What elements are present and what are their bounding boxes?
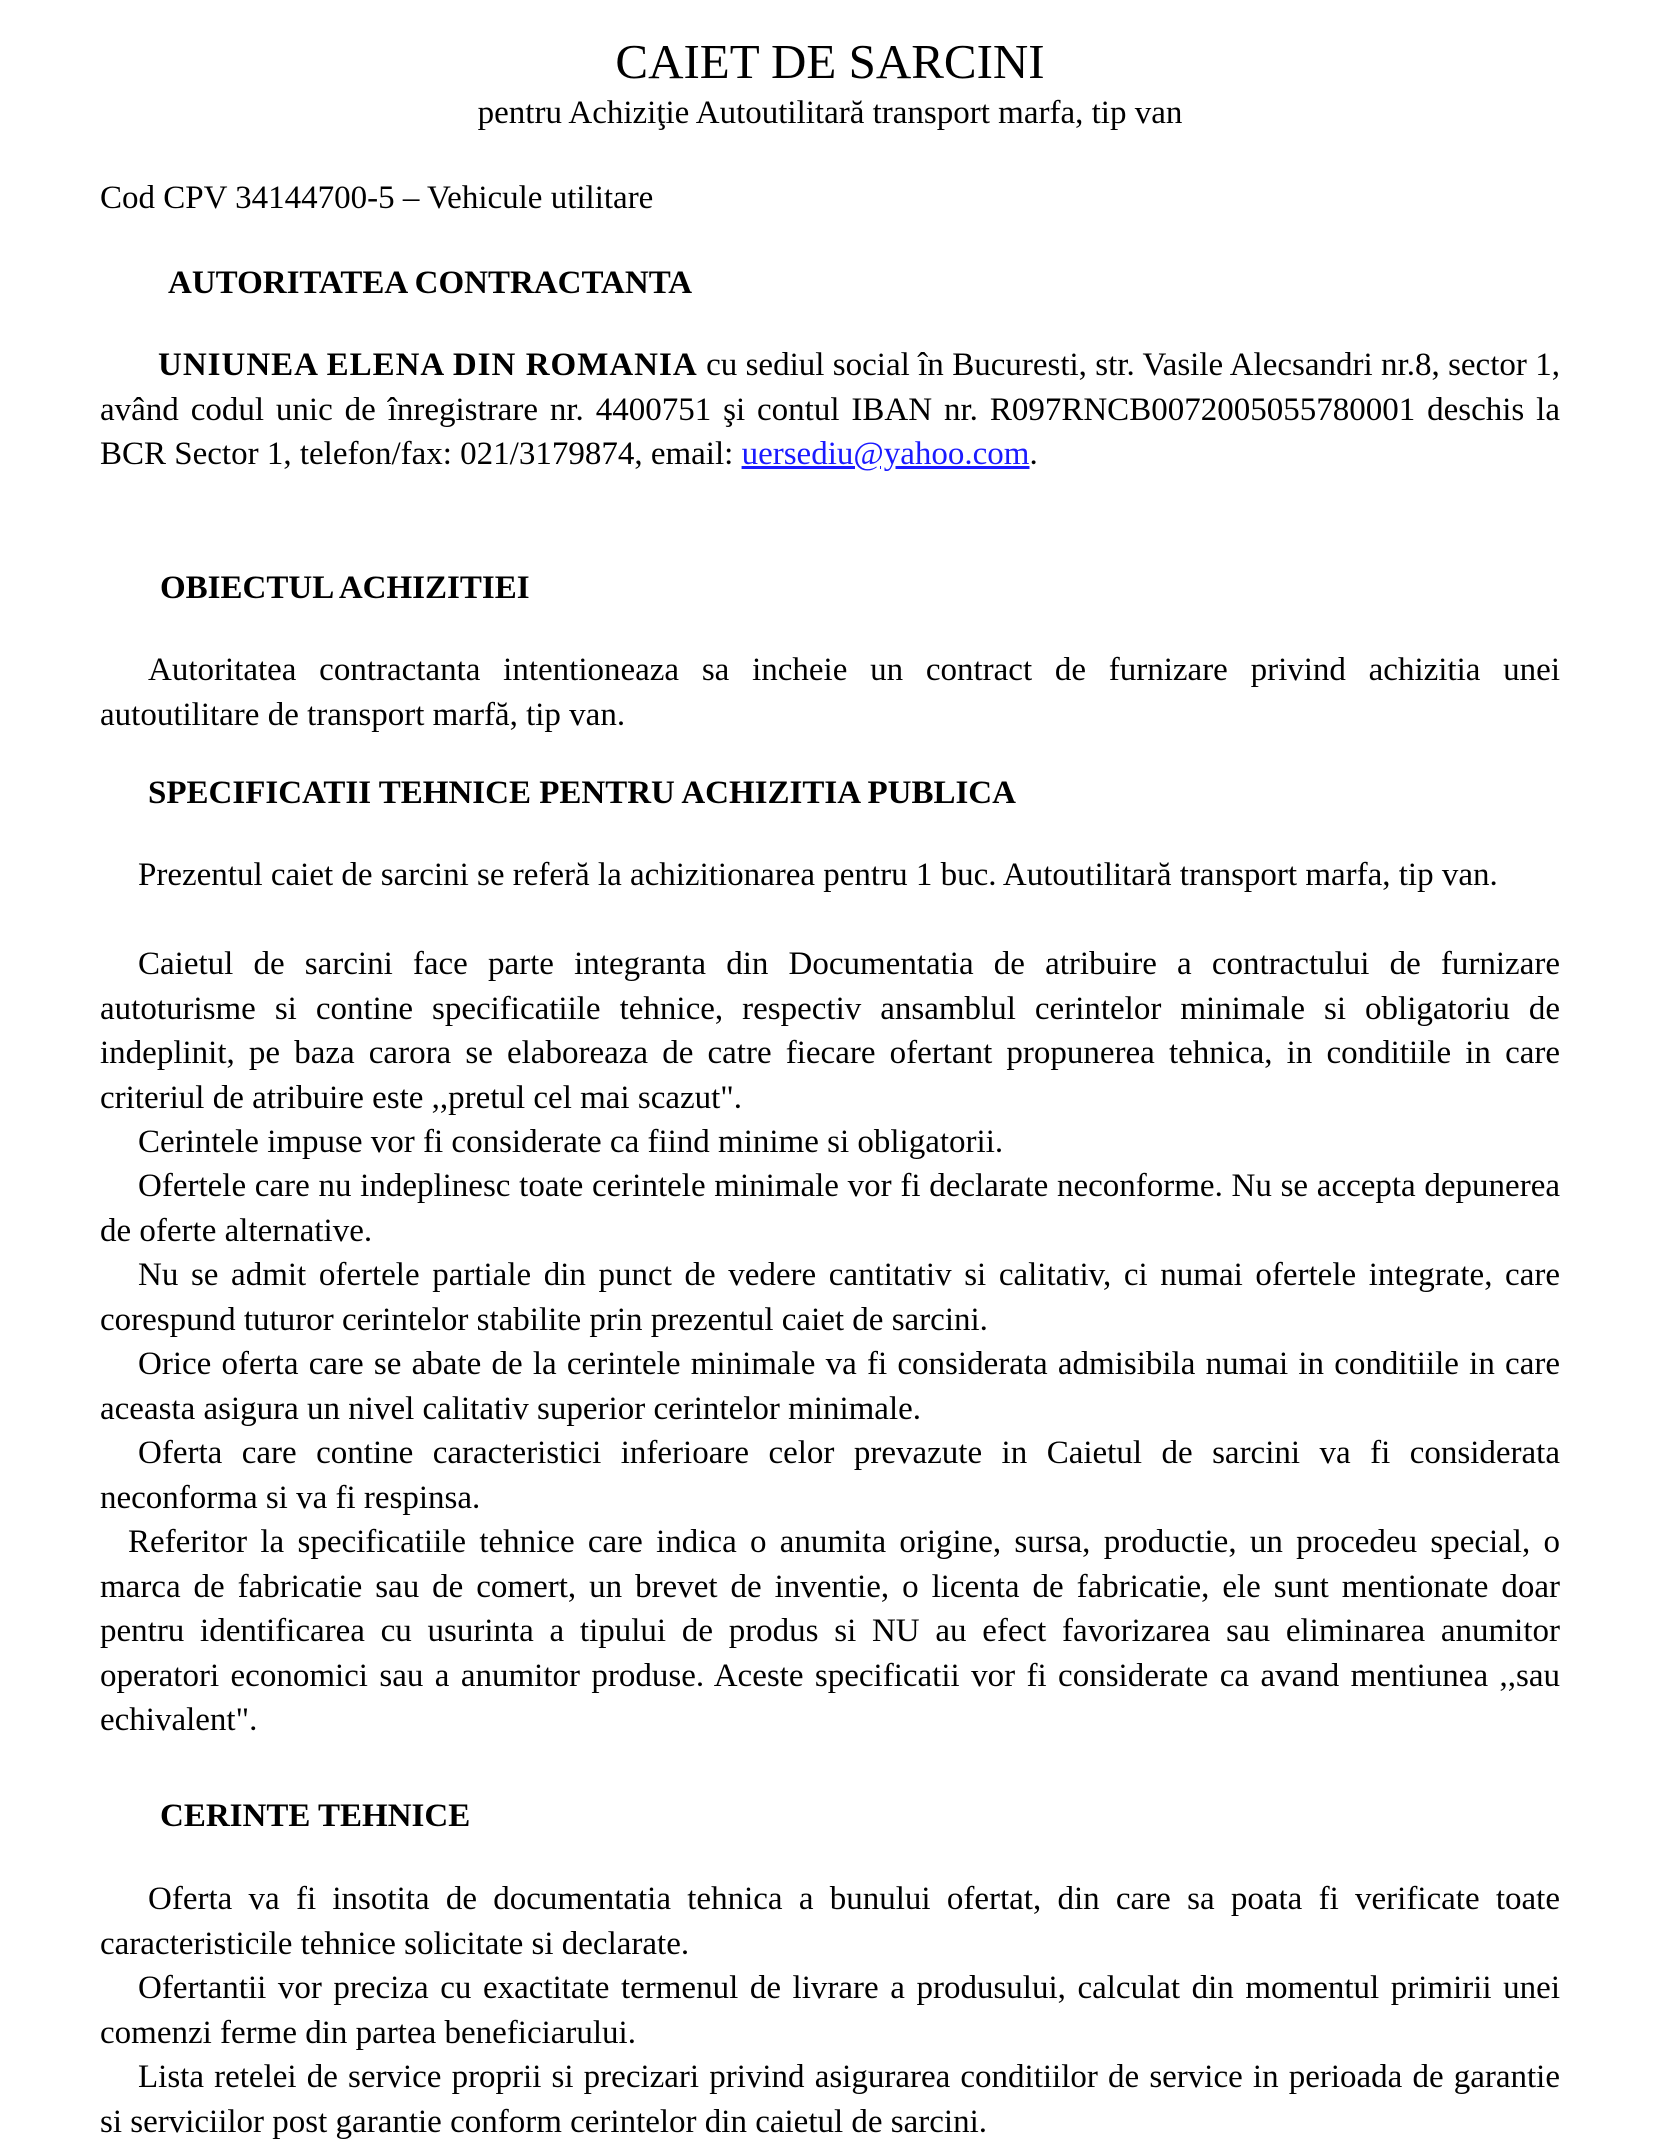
specs-paragraph-1: Prezentul caiet de sarcini se referă la achizitionarea pentru 1 buc. Autoutilitară transport marfa, tip van. <box>138 857 1498 893</box>
object-paragraph: Autoritatea contractanta intentioneaza sa incheie un contract de furnizare privind achizitia unei autoutilitare de transport marfă, tip van. <box>100 652 1560 733</box>
organization-details: cu sediul social în Bucuresti, str. Vasile Alecsandri nr.8, sector 1, având codul unic de înregistrare nr. 4400751 şi contul IBAN nr. R097RNCB0072005055780001 deschis la BCR Sector 1, telefon/fax: 021/3179874, email: <box>100 347 1560 472</box>
section-heading-authority: AUTORITATEA CONTRACTANTA <box>168 265 693 301</box>
specs-paragraph-2: Caietul de sarcini face parte integranta din Documentatia de atribuire a contractului de furnizare autoturisme si contine specificatiile tehnice, respectiv ansamblul cerintelor minimale si obligatoriu de indeplinit, pe baza carora se elaboreaza de catre fiecare ofertant propunerea tehnica, in conditiile in care criteriul de atribuire este ,,pretul cel mai scazut". <box>100 946 1560 1116</box>
cpv-code-line: Cod CPV 34144700-5 – Vehicule utilitare <box>100 180 654 216</box>
section-heading-object: OBIECTUL ACHIZITIEI <box>160 570 530 606</box>
document-title: CAIET DE SARCINI <box>615 34 1045 89</box>
specs-paragraph-3: Cerintele impuse vor fi considerate ca fiind minime si obligatorii. <box>138 1124 1004 1160</box>
specs-paragraph-6: Orice oferta care se abate de la cerintele minimale va fi considerata admisibila numai in conditiile in care aceasta asigura un nivel calitativ superior cerintelor minimale. <box>100 1346 1560 1427</box>
specs-paragraph-8: Referitor la specificatiile tehnice care indica o anumita origine, sursa, productie, un procedeu special, o marca de fabricatie sau de comert, un brevet de inventie, o licenta de fabricatie, ele sunt mentionate doar pentru identificarea cu usurinta a tipului de produs si NU au efect favorizarea sau eliminarea anumitor operatori economici sau a anumitor produse. Aceste specificatii vor fi considerate ca avand mentiunea ,,sau echivalent". <box>100 1524 1560 1738</box>
specs-paragraph-7: Oferta care contine caracteristici inferioare celor prevazute in Caietul de sarcini va fi considerata neconforma si va fi respinsa. <box>100 1435 1560 1516</box>
organization-name: UNIUNEA ELENA DIN ROMANIA <box>158 347 698 383</box>
email-link[interactable]: uersediu@yahoo.com <box>741 436 1030 472</box>
requirements-paragraph-1: Oferta va fi insotita de documentatia tehnica a bunului ofertat, din care sa poata fi verificate toate caracteristicile tehnice solicitate si declarate. <box>100 1881 1560 1962</box>
specs-paragraph-4: Ofertele care nu indeplinesc toate cerintele minimale vor fi declarate neconforme. Nu se accepta depunerea de oferte alternative. <box>100 1168 1560 1249</box>
requirements-paragraph-3: Lista retelei de service proprii si precizari privind asigurarea conditiilor de service in perioada de garantie si serviciilor post garantie conform cerintelor din caietul de sarcini. <box>100 2059 1560 2140</box>
authority-paragraph <box>100 343 1560 477</box>
section-heading-specs: SPECIFICATII TEHNICE PENTRU ACHIZITIA PUBLICA <box>148 775 1016 811</box>
authority-end: . <box>1029 436 1038 472</box>
document-subtitle: pentru Achiziţie Autoutilitară transport marfa, tip van <box>477 95 1183 131</box>
section-heading-requirements: CERINTE TEHNICE <box>160 1798 471 1834</box>
specs-paragraph-5: Nu se admit ofertele partiale din punct de vedere cantitativ si calitativ, ci numai ofertele integrate, care corespund tuturor cerintelor stabilite prin prezentul caiet de sarcini. <box>100 1257 1560 1338</box>
requirements-paragraph-2: Ofertantii vor preciza cu exactitate termenul de livrare a produsului, calculat din momentul primirii unei comenzi ferme din partea beneficiarului. <box>100 1970 1560 2051</box>
